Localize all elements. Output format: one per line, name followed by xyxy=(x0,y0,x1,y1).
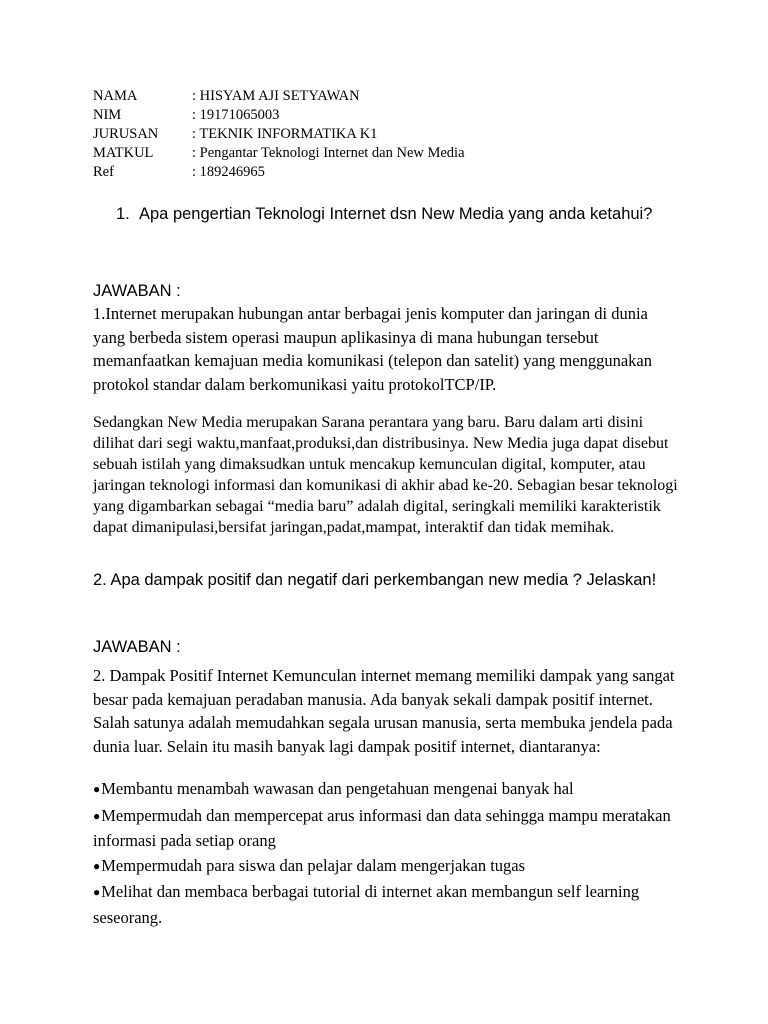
list-item xyxy=(93,854,683,880)
question-number: 1. xyxy=(116,205,130,223)
list-item-text: Mempermudah para siswa dan pelajar dalam mengerjakan tugas xyxy=(101,855,526,875)
identity-value: : Pengantar Teknologi Internet dan New Media xyxy=(192,145,465,161)
identity-block xyxy=(93,87,465,182)
list-item xyxy=(93,777,683,803)
identity-row-jurusan xyxy=(93,125,465,144)
list-item xyxy=(93,804,683,853)
identity-key: Ref xyxy=(93,164,114,180)
identity-value: : 189246965 xyxy=(192,164,265,180)
answer-2-paragraph: 2. Dampak Positif Internet Kemunculan internet memang memiliki dampak yang sangat besar pada kemajuan peradaban manusia. Ada banyak sekali dampak positif internet. Salah satunya adalah memudahkan segala urusan manusia, serta membuka jendela pada dunia luar. Selain itu masih banyak lagi dampak positif internet, diantaranya: xyxy=(93,666,675,756)
list-item-text: Mempermudah dan mempercepat arus informasi dan data sehingga mampu meratakan informasi pada setiap orang xyxy=(93,805,671,850)
list-item-text: Membantu menambah wawasan dan pengetahuan mengenai banyak hal xyxy=(101,779,574,798)
answer-1-paragraph-internet: 1.Internet merupakan hubungan antar berbagai jenis komputer dan jaringan di dunia yang berbeda sistem operasi maupun aplikasinya di mana hubungan tersebut memanfaatkan kemajuan media komunikasi (telepon dan satelit) yang menggunakan protokol standar dalam berkomunikasi yaitu protokolTCP/IP. xyxy=(93,304,652,394)
identity-key: JURUSAN xyxy=(93,126,159,142)
identity-row-nama xyxy=(93,87,465,106)
identity-value: : TEKNIK INFORMATIKA K1 xyxy=(192,126,378,142)
list-item xyxy=(93,880,683,929)
bullet-icon: ● xyxy=(93,782,101,796)
identity-value: : 19171065003 xyxy=(192,107,280,123)
identity-row-matkul xyxy=(93,144,465,163)
identity-row-nim xyxy=(93,106,465,125)
answer-1-paragraph-new-media: Sedangkan New Media merupakan Sarana perantara yang baru. Baru dalam arti disini dilihat dari segi waktu,manfaat,produksi,dan distribusinya. New Media juga dapat disebut sebuah istilah yang dimaksudkan untuk mencakup kemunculan digital, komputer, atau jaringan teknologi informasi dan komunikasi di akhir abad ke-20. Sebagian besar teknologi yang digambarkan sebagai “media baru” adalah digital, seringkali memiliki karakteristik dapat dimanipulasi,bersifat jaringan,padat,mampat, interaktif dan tidak memihak. xyxy=(93,414,678,536)
answer-1-heading: JAWABAN : xyxy=(93,282,181,300)
question-2: 2. Apa dampak positif dan negatif dari perkembangan new media ? Jelaskan! xyxy=(93,571,657,589)
question-1 xyxy=(116,200,676,228)
identity-key: NIM xyxy=(93,107,122,123)
list-item-text: Melihat dan membaca berbagai tutorial di internet akan membangun self learning seseorang. xyxy=(93,882,640,927)
answer-2-heading: JAWABAN : xyxy=(93,638,181,656)
identity-value: : HISYAM AJI SETYAWAN xyxy=(192,88,360,104)
bullet-icon: ● xyxy=(93,885,101,899)
question-text: Apa pengertian Teknologi Internet dsn New Media yang anda ketahui? xyxy=(139,205,653,223)
positive-impact-list xyxy=(93,777,683,930)
bullet-icon: ● xyxy=(93,808,101,823)
identity-row-ref xyxy=(93,163,465,182)
bullet-icon: ● xyxy=(93,858,101,873)
identity-key: NAMA xyxy=(93,88,138,104)
identity-key: MATKUL xyxy=(93,145,154,161)
